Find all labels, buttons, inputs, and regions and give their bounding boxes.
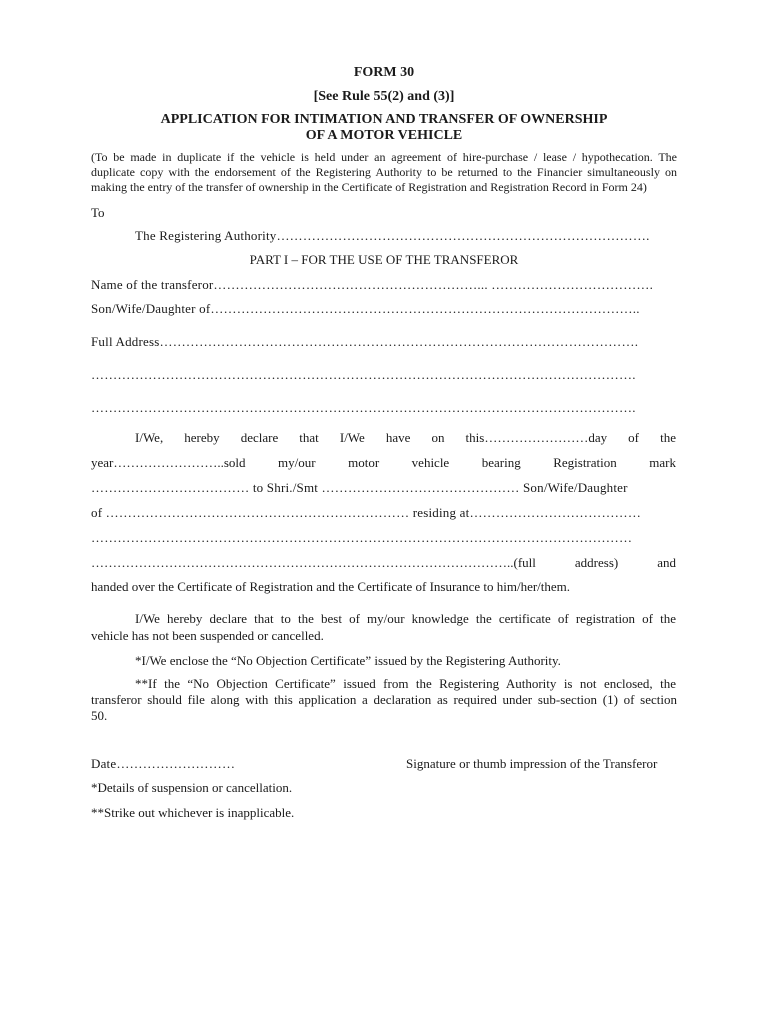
date-field: Date……………………… bbox=[91, 756, 236, 771]
no-suspension-declaration-line-2: vehicle has not been suspended or cancelled. bbox=[91, 628, 324, 643]
declaration-word: declare bbox=[240, 430, 279, 445]
declaration-word: and bbox=[657, 555, 676, 570]
declaration-word: year……………………..sold bbox=[91, 455, 246, 470]
form-title-line-2: OF A MOTOR VEHICLE bbox=[305, 128, 463, 143]
declaration-word: the bbox=[660, 430, 676, 445]
declaration-line-7: handed over the Certificate of Registration and the Certificate of Insurance to him/her/them. bbox=[91, 579, 571, 594]
declaration-word: address) bbox=[574, 555, 619, 570]
declaration-word: have bbox=[385, 430, 411, 445]
declaration-word: bearing bbox=[481, 455, 521, 470]
declaration-line-2 bbox=[91, 455, 676, 471]
no-suspension-declaration-line-1: I/We hereby declare that to the best of my/our knowledge the certificate of registration of the bbox=[135, 611, 676, 626]
noc-not-enclosed-line-1: **If the “No Objection Certificate” issued from the Registering Authority is not enclosed, the bbox=[135, 676, 676, 691]
duplicate-note-line-3: making the entry of the transfer of ownership in the Certificate of Registration and Registration Record in Form 24) bbox=[91, 180, 647, 194]
declaration-word: I/We bbox=[339, 430, 365, 445]
declaration-line-4: of …………………………………………………………… residing at………………………………… bbox=[91, 505, 642, 520]
noc-not-enclosed-line-2: transferor should file along with this application a declaration as required under sub-section (1) of section bbox=[91, 692, 677, 707]
full-address-field: Full Address………………………………………………………………………………………………. bbox=[91, 334, 639, 349]
rule-reference: [See Rule 55(2) and (3)] bbox=[313, 89, 455, 104]
declaration-word: ……………………………………………………………………………………..(full bbox=[91, 555, 536, 570]
noc-enclosed-statement: *I/We enclose the “No Objection Certificate” issued by the Registering Authority. bbox=[135, 653, 561, 668]
footnote-suspension: *Details of suspension or cancellation. bbox=[91, 780, 293, 795]
registering-authority-field: The Registering Authority…………………………………………………………………………. bbox=[135, 228, 650, 243]
declaration-word: Registration bbox=[553, 455, 617, 470]
declaration-word: my/our bbox=[278, 455, 316, 470]
declaration-word: on bbox=[431, 430, 445, 445]
transferor-parentage-field: Son/Wife/Daughter of…………………………………………………………………………………….. bbox=[91, 301, 640, 316]
declaration-word: hereby bbox=[184, 430, 220, 445]
duplicate-note-line-1: (To be made in duplicate if the vehicle is held under an agreement of hire-purchase / lease / hypothecation. The bbox=[91, 150, 677, 164]
part-1-heading: PART I – FOR THE USE OF THE TRANSFEROR bbox=[249, 252, 519, 267]
declaration-word: mark bbox=[649, 455, 676, 470]
declaration-line-6 bbox=[91, 555, 676, 571]
address-line-2: ……………………………………………………………………………………………………………. bbox=[91, 367, 636, 382]
signature-label: Signature or thumb impression of the Transferor bbox=[406, 756, 658, 771]
form-title-line-1: APPLICATION FOR INTIMATION AND TRANSFER OF OWNERSHIP bbox=[160, 112, 608, 127]
transferor-name-field: Name of the transferor……………………………………………………... ………………………………. bbox=[91, 277, 654, 292]
noc-not-enclosed-line-3: 50. bbox=[91, 708, 108, 723]
form-number: FORM 30 bbox=[353, 65, 415, 80]
duplicate-note-line-2: duplicate copy with the endorsement of the Registering Authority to be returned to the Financier simultaneously on bbox=[91, 165, 677, 179]
declaration-line-1 bbox=[135, 430, 676, 446]
declaration-word: motor bbox=[348, 455, 380, 470]
footnote-strike-out: **Strike out whichever is inapplicable. bbox=[91, 805, 295, 820]
declaration-word: that bbox=[299, 430, 319, 445]
address-line-3: ……………………………………………………………………………………………………………. bbox=[91, 400, 636, 415]
declaration-word: of bbox=[628, 430, 640, 445]
declaration-line-5: …………………………………………………………………………………………………………… bbox=[91, 530, 633, 545]
declaration-line-3: ……………………………… to Shri./Smt ……………………………………… Son/Wife/Daughter bbox=[91, 480, 628, 495]
declaration-word: I/We, bbox=[135, 430, 164, 445]
to-label: To bbox=[91, 205, 105, 220]
declaration-word: this……………………day bbox=[465, 430, 608, 445]
declaration-word: vehicle bbox=[411, 455, 450, 470]
